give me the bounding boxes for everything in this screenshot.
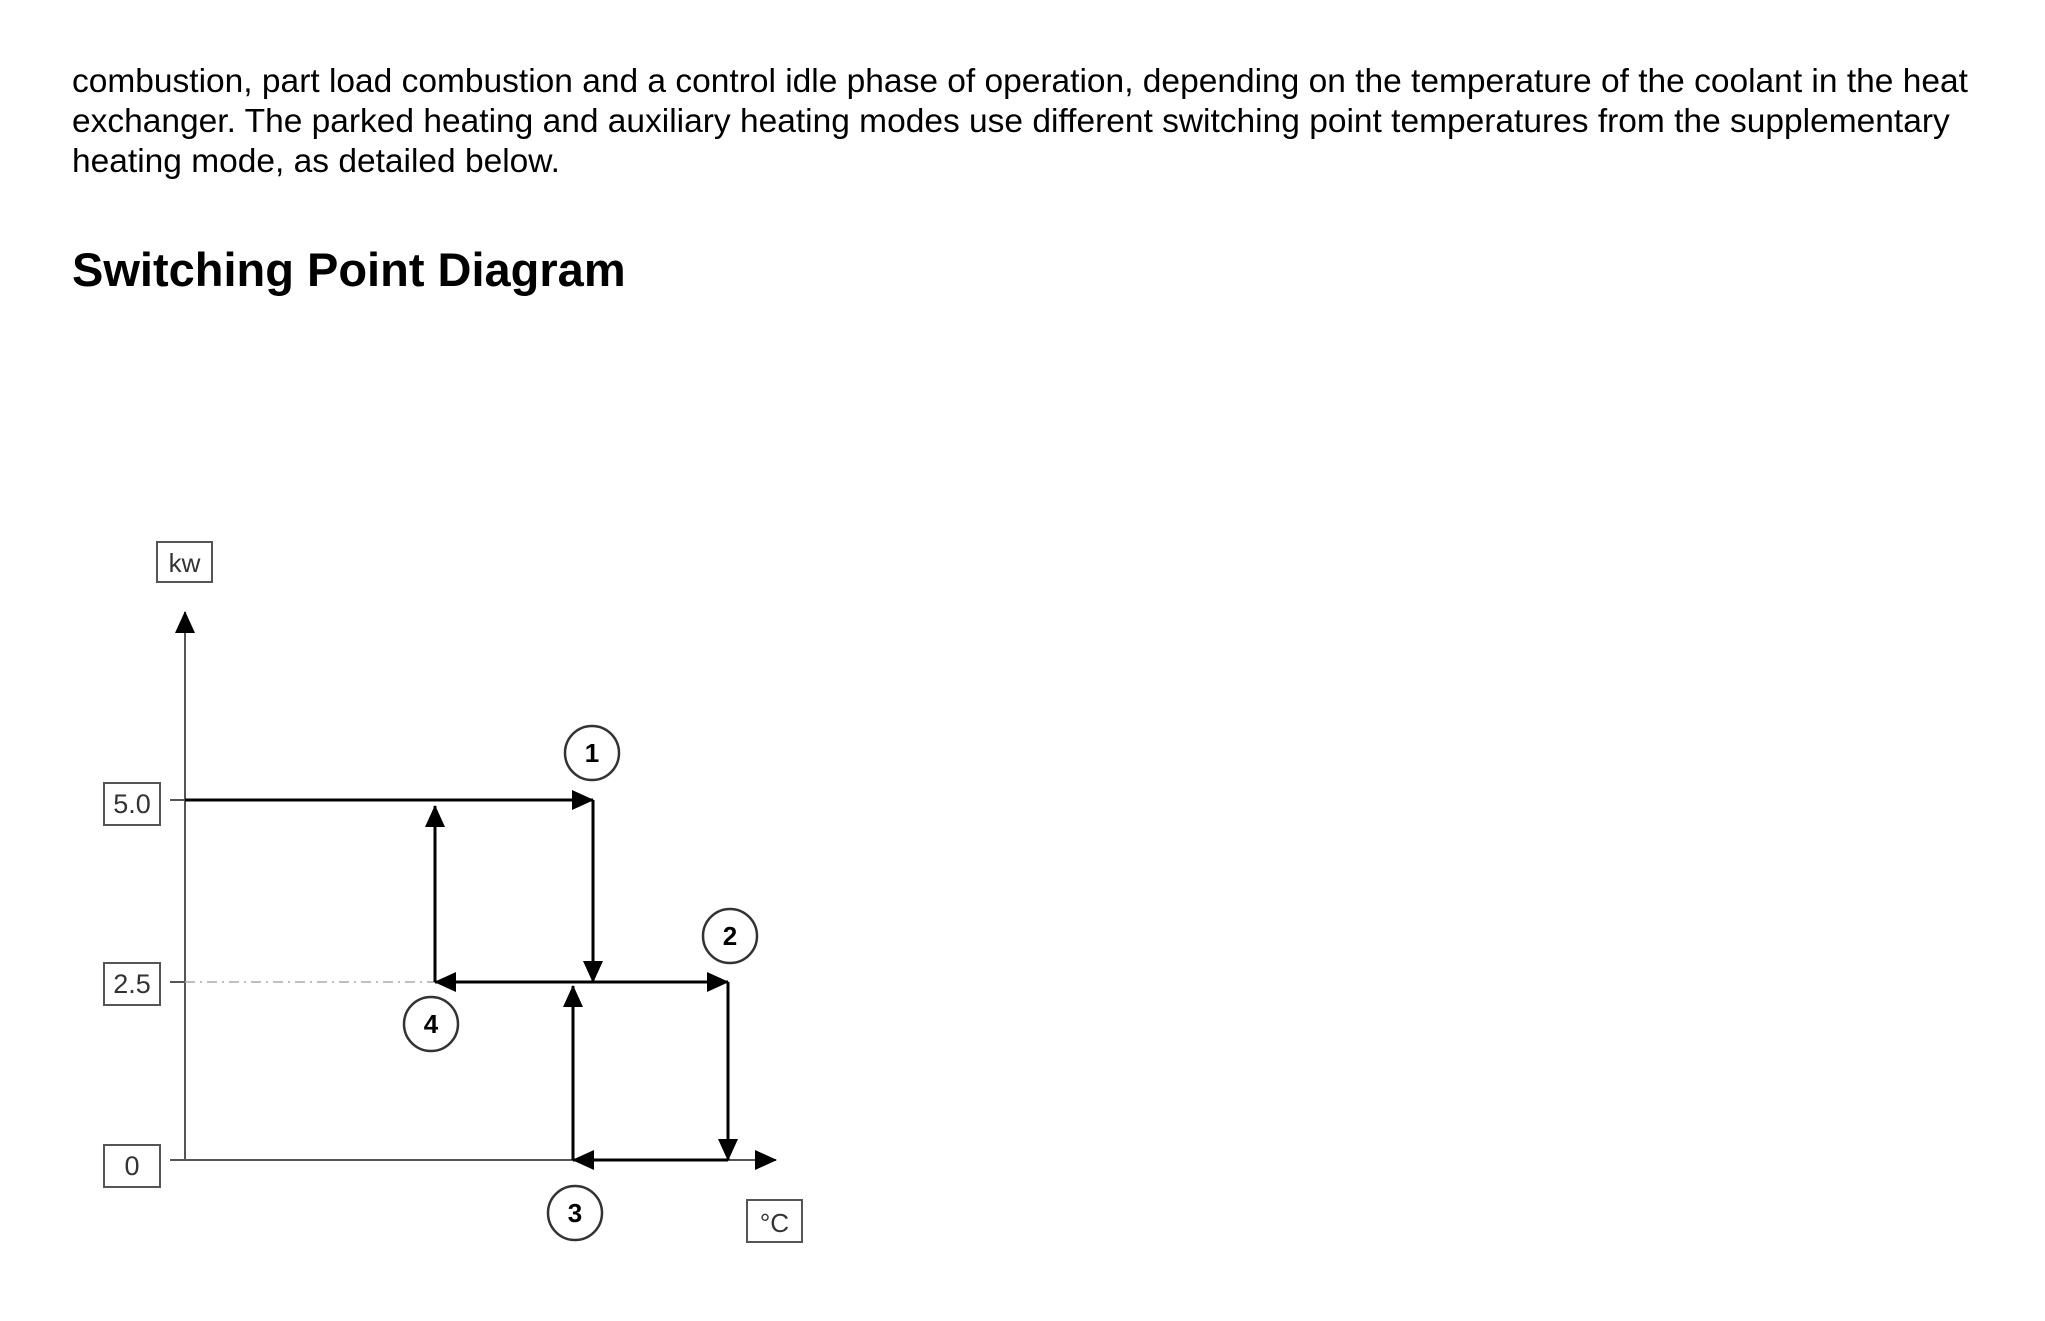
point-2-label: 2 — [722, 921, 738, 951]
y-tick-5 — [104, 783, 185, 825]
y-axis-unit — [157, 542, 212, 582]
point-1-marker — [565, 726, 619, 780]
y-tick-0 — [104, 1145, 185, 1187]
y-axis-unit-label: kw — [168, 548, 201, 578]
y-tick-label: 5.0 — [113, 789, 151, 819]
x-axis-unit-label: °C — [759, 1208, 790, 1238]
point-4-label: 4 — [423, 1009, 439, 1039]
section-heading: Switching Point Diagram — [72, 243, 626, 296]
point-4-marker — [404, 997, 458, 1051]
point-2-marker — [703, 909, 757, 963]
x-axis-unit — [747, 1200, 802, 1242]
point-3-label: 3 — [567, 1198, 583, 1228]
intro-paragraph: combustion, part load combustion and a control idle phase of operation, depending on the temperature of the coolant in the heat exchanger. The parked heating and auxiliary heating modes use different switching point temperatures from the supplementary heating mode, as detailed below. — [72, 63, 1968, 180]
y-tick-label: 0 — [124, 1151, 140, 1181]
y-tick-label: 2.5 — [113, 969, 151, 999]
y-tick-2-5 — [104, 963, 185, 1005]
point-3-marker — [548, 1186, 602, 1240]
point-1-label: 1 — [584, 738, 600, 768]
